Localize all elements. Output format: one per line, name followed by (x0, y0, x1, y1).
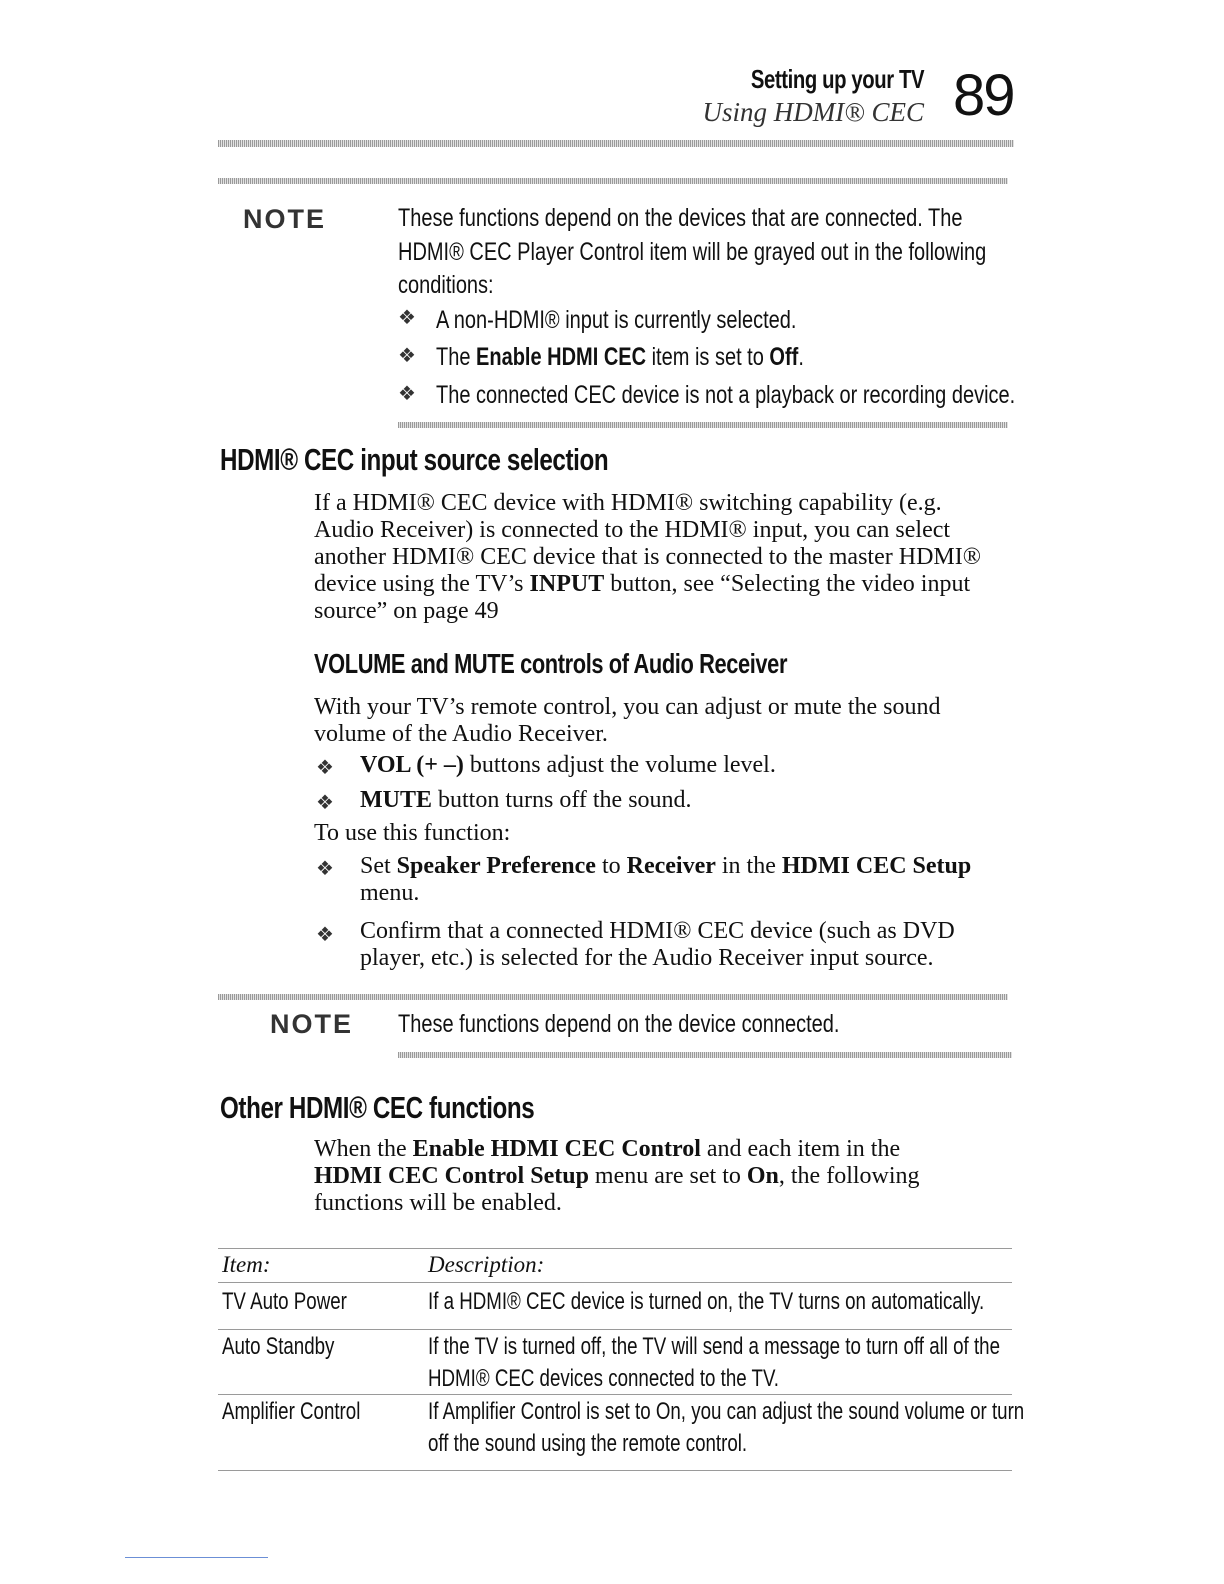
bullet-text (360, 918, 1020, 972)
bold-run: MUTE (360, 787, 432, 813)
table-rule (218, 1282, 1012, 1283)
text-line: source” on page 49 (314, 598, 499, 624)
text-run: Set (360, 853, 397, 879)
diamond-bullet-icon: ❖ (398, 345, 416, 367)
text-run: in the (715, 853, 782, 879)
diamond-bullet-icon: ❖ (398, 383, 416, 405)
bold-run: Enable HDMI CEC Control (412, 1136, 701, 1162)
note-text-line: These functions depend on the devices that are connected. The (398, 204, 963, 232)
section-title: Setting up your TV (750, 64, 924, 94)
text-run: . (798, 343, 804, 371)
footnote-rule (125, 1557, 268, 1558)
note-top-rule (218, 994, 1008, 1000)
text-line: Audio Receiver) is connected to the HDMI® input, you can select (314, 517, 951, 543)
text-line: Confirm that a connected HDMI® CEC device (such as DVD (360, 918, 955, 944)
text-run: When the (314, 1136, 413, 1162)
subsection-title: Using HDMI® CEC (702, 97, 924, 127)
bold-run: HDMI CEC Control Setup (314, 1163, 589, 1189)
diamond-bullet-icon: ❖ (316, 757, 334, 779)
section-heading: HDMI® CEC input source selection (220, 442, 609, 477)
bold-run: Off (769, 343, 799, 371)
note-bullet-item (398, 305, 416, 330)
text-line (314, 571, 1014, 598)
bold-run: Speaker Preference (396, 853, 596, 879)
text-line: player, etc.) is selected for the Audio Receiver input source. (360, 945, 934, 971)
text-line (314, 1163, 1014, 1190)
table-rule (218, 1470, 1012, 1471)
table-cell-item: Amplifier Control (222, 1398, 361, 1425)
paragraph (314, 490, 1014, 625)
table-cell-item: TV Auto Power (222, 1288, 347, 1315)
paragraph (314, 694, 1014, 748)
table-cell-description: If a HDMI® CEC device is turned on, the TV turns on automatically. (428, 1288, 985, 1315)
note-label: NOTE (243, 204, 327, 234)
note-top-rule (218, 178, 1008, 184)
diamond-bullet-icon: ❖ (316, 858, 334, 880)
note-text-line: These functions depend on the device connected. (398, 1010, 840, 1038)
text-line (314, 1136, 1014, 1163)
note-bullet-text (436, 343, 804, 372)
text-run: item is set to (646, 343, 770, 371)
table-cell-description: If Amplifier Control is set to On, you can adjust the sound volume or turn (428, 1398, 1025, 1425)
diamond-bullet-icon: ❖ (316, 792, 334, 814)
text-run: , the following (778, 1163, 920, 1189)
diamond-bullet-icon: ❖ (316, 924, 334, 946)
table-cell-description: HDMI® CEC devices connected to the TV. (428, 1365, 779, 1392)
table-cell-item: Auto Standby (222, 1333, 335, 1360)
table-header-item: Item: (222, 1252, 271, 1277)
paragraph (314, 1136, 1014, 1217)
text-run: buttons adjust the volume level. (463, 752, 776, 778)
bullet-text (360, 752, 1060, 779)
text-line: another HDMI® CEC device that is connected to the master HDMI® (314, 544, 981, 570)
text-line (360, 853, 1020, 880)
note-label: NOTE (270, 1009, 354, 1039)
text-run: The (436, 343, 477, 371)
text-run: and each item in the (700, 1136, 901, 1162)
note-bullet-text: The connected CEC device is not a playback or recording device. (436, 381, 1016, 409)
header-rule (218, 140, 1014, 147)
text-line: If a HDMI® CEC device with HDMI® switching capability (e.g. (314, 490, 942, 516)
table-cell-description: If the TV is turned off, the TV will send a message to turn off all of the (428, 1333, 1000, 1360)
note-bottom-rule (398, 1052, 1012, 1058)
diamond-bullet-icon: ❖ (398, 307, 416, 329)
text-run: menu are set to (588, 1163, 747, 1189)
note-bullet-item (398, 381, 416, 406)
text-run: button turns off the sound. (432, 787, 692, 813)
text-run: to (595, 853, 627, 879)
page-number: 89 (953, 63, 1014, 128)
section-heading: Other HDMI® CEC functions (220, 1090, 535, 1125)
text-line: functions will be enabled. (314, 1190, 562, 1216)
bold-run: HDMI CEC Setup (781, 853, 972, 879)
bold-run: Enable HDMI CEC (476, 343, 647, 371)
text-line: With your TV’s remote control, you can adjust or mute the sound (314, 694, 941, 720)
bullet-text (360, 787, 1060, 814)
bold-run: INPUT (529, 571, 605, 597)
text-line: menu. (360, 880, 420, 906)
bold-run: VOL (+ –) (360, 752, 464, 778)
text-run: device using the TV’s (314, 571, 530, 597)
bold-run: On (746, 1163, 779, 1189)
table-header-description: Description: (428, 1252, 545, 1277)
bold-run: Receiver (626, 853, 716, 879)
table-rule (218, 1248, 1012, 1249)
note-bottom-rule (398, 422, 1008, 428)
note-text-line: HDMI® CEC Player Control item will be grayed out in the following (398, 238, 987, 266)
text-line: volume of the Audio Receiver. (314, 721, 608, 747)
note-bullet-text: A non-HDMI® input is currently selected. (436, 306, 797, 334)
note-text-line: conditions: (398, 271, 494, 299)
note-bullet-item (398, 343, 416, 368)
subsection-heading: VOLUME and MUTE controls of Audio Receiver (314, 648, 788, 679)
paragraph: To use this function: (314, 820, 511, 846)
bullet-text (360, 853, 1020, 907)
table-cell-description: off the sound using the remote control. (428, 1430, 748, 1457)
text-run: button, see “Selecting the video input (604, 571, 971, 597)
